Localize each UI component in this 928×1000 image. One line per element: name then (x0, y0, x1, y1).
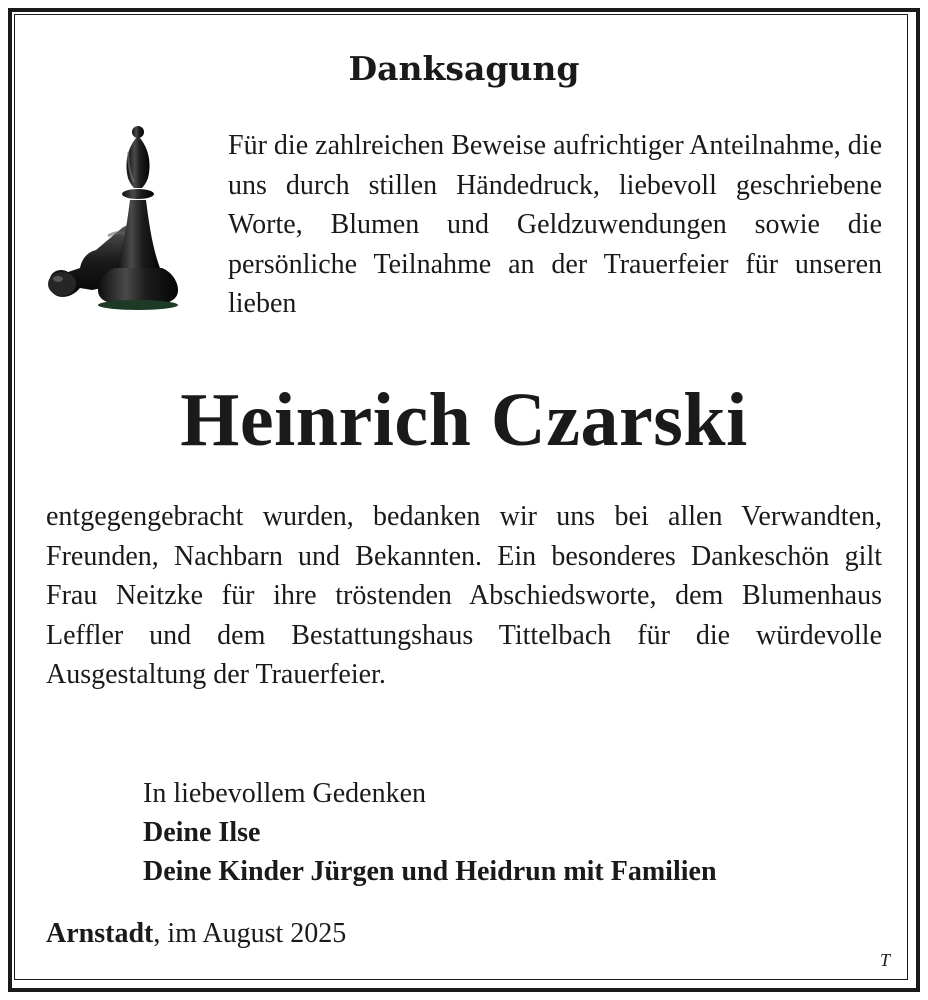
signature-block (143, 774, 717, 891)
place-city: Arnstadt (46, 918, 154, 949)
deceased-name: Heinrich Czarski (180, 378, 748, 462)
place-date-text: , im August 2025 (153, 918, 347, 949)
chess-pieces-icon (22, 122, 192, 322)
corner-mark: T (880, 950, 891, 970)
signature-line-2: Deine Kinder Jürgen und Heidrun mit Familien (143, 856, 717, 887)
place-date (46, 914, 346, 953)
intro-paragraph: Für die zahlreichen Beweise aufrichtiger Anteilnahme, die uns durch stillen Händedruck, liebevoll geschriebene Worte, Blumen und Geldzuwendungen sowie die persönliche Teilnahme an der Trauerfeier für unseren lieben (228, 130, 882, 319)
body-paragraph: entgegengebracht wurden, bedanken wir uns bei allen Verwandten, Freunden, Nachbarn und Bekannten. Ein besonderes Dankeschön gilt Frau Neitzke für ihre tröstenden Abschiedsworte, dem Blumenhaus Leffler und dem Bestattungshaus Tittelbach für die würdevolle Ausgestaltung der Trauerfeier. (46, 501, 882, 690)
signature-line-1: Deine Ilse (143, 817, 261, 848)
page-title: Danksagung (348, 49, 580, 88)
signature-closing: In liebevollem Gedenken (143, 778, 427, 809)
standing-bishop (98, 126, 178, 310)
